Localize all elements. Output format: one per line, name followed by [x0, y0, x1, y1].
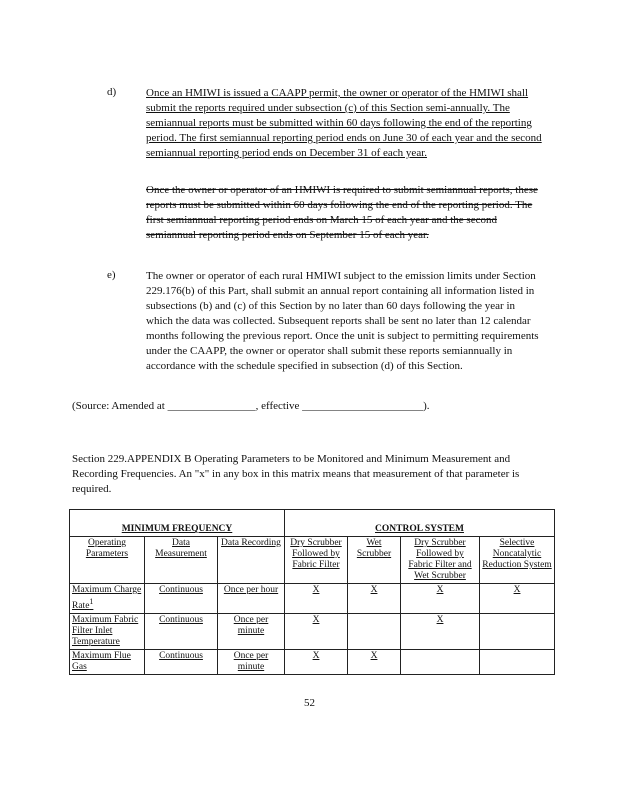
row-param: Maximum Charge Rate — [72, 585, 142, 612]
parameters-table — [69, 509, 555, 675]
row-dryff: X — [401, 584, 480, 614]
row-param: Maximum Fabric Filter Inlet Temperature — [70, 614, 145, 650]
col-wet-scrubber: Wet Scrubber — [348, 537, 401, 584]
item-e-label: e) — [107, 269, 116, 281]
table-row — [70, 584, 555, 614]
row-param: Maximum Flue Gas — [70, 650, 145, 675]
item-d-label: d) — [107, 86, 117, 98]
row-rec: Once per minute — [218, 650, 285, 675]
page-number: 52 — [304, 697, 315, 709]
appendix-heading: Section 229.APPENDIX B Operating Parameters to be Monitored and Minimum Measurement and Recording Frequencies. An "x" in any box in this matrix means that measurement of that parameter is required. — [72, 453, 520, 495]
row-wet — [348, 614, 401, 650]
row-dry: X — [285, 584, 348, 614]
table-row — [70, 650, 555, 675]
col-data-measurement: Data Measurement — [145, 537, 218, 584]
row-data: Continuous — [145, 650, 218, 675]
row-data: Continuous — [145, 584, 218, 614]
col-dry-scrubber-ff: Dry Scrubber Followed by Fabric Filter — [285, 537, 348, 584]
row-dry: X — [285, 650, 348, 675]
row-rec: Once per minute — [218, 614, 285, 650]
source-note: (Source: Amended at ________________, effective ______________________). — [72, 400, 430, 412]
row-sncr: X — [480, 584, 555, 614]
col-data-recording: Data Recording — [218, 537, 285, 584]
min-frequency-header: MINIMUM FREQUENCY — [70, 510, 285, 537]
item-d-paragraph: Once an HMIWI is issued a CAAPP permit, the owner or operator of the HMIWI shall submit the reports required under subsection (c) of this Section semi-annually. The semiannual reports must be submitted within 60 days following the end of the reporting period. The first semiannual reporting period ends on June 30 of each year and the second semiannual reporting period ends on December 31 of each year. — [146, 87, 542, 159]
item-e-paragraph: The owner or operator of each rural HMIWI subject to the emission limits under Section 229.176(b) of this Part, shall submit an annual report containing all information listed in subsections (b) and (c) of this Section by no later than 60 days following the year in which the data was collected. Subsequent reports shall be sent no later than 12 calendar months following the previous report. Once the unit is subject to permitting requirements under the CAAPP, the owner or operator shall submit these reports semiannually in accordance with the schedule specified in subsection (d) of this Section. — [146, 270, 539, 372]
row-data: Continuous — [145, 614, 218, 650]
row-wet: X — [348, 584, 401, 614]
row-dryff — [401, 650, 480, 675]
item-d-struck-paragraph: Once the owner or operator of an HMIWI is required to submit semiannual reports, these reports must be submitted within 60 days following the end of the reporting period. The first semiannual reporting period ends on March 15 of each year and the second semiannual reporting period ends on September 15 of each year. — [146, 184, 538, 241]
table-row — [70, 614, 555, 650]
row-dryff: X — [401, 614, 480, 650]
col-dry-ff-wet: Dry Scrubber Followed by Fabric Filter and Wet Scrubber — [401, 537, 480, 584]
row-sncr — [480, 614, 555, 650]
row-footnote: 1 — [89, 597, 94, 606]
row-dry: X — [285, 614, 348, 650]
row-wet: X — [348, 650, 401, 675]
control-system-header: CONTROL SYSTEM — [285, 510, 555, 537]
row-rec: Once per hour — [218, 584, 285, 614]
col-sncr: Selective Noncatalytic Reduction System — [480, 537, 555, 584]
row-sncr — [480, 650, 555, 675]
col-operating-parameters: Operating Parameters — [70, 537, 145, 584]
